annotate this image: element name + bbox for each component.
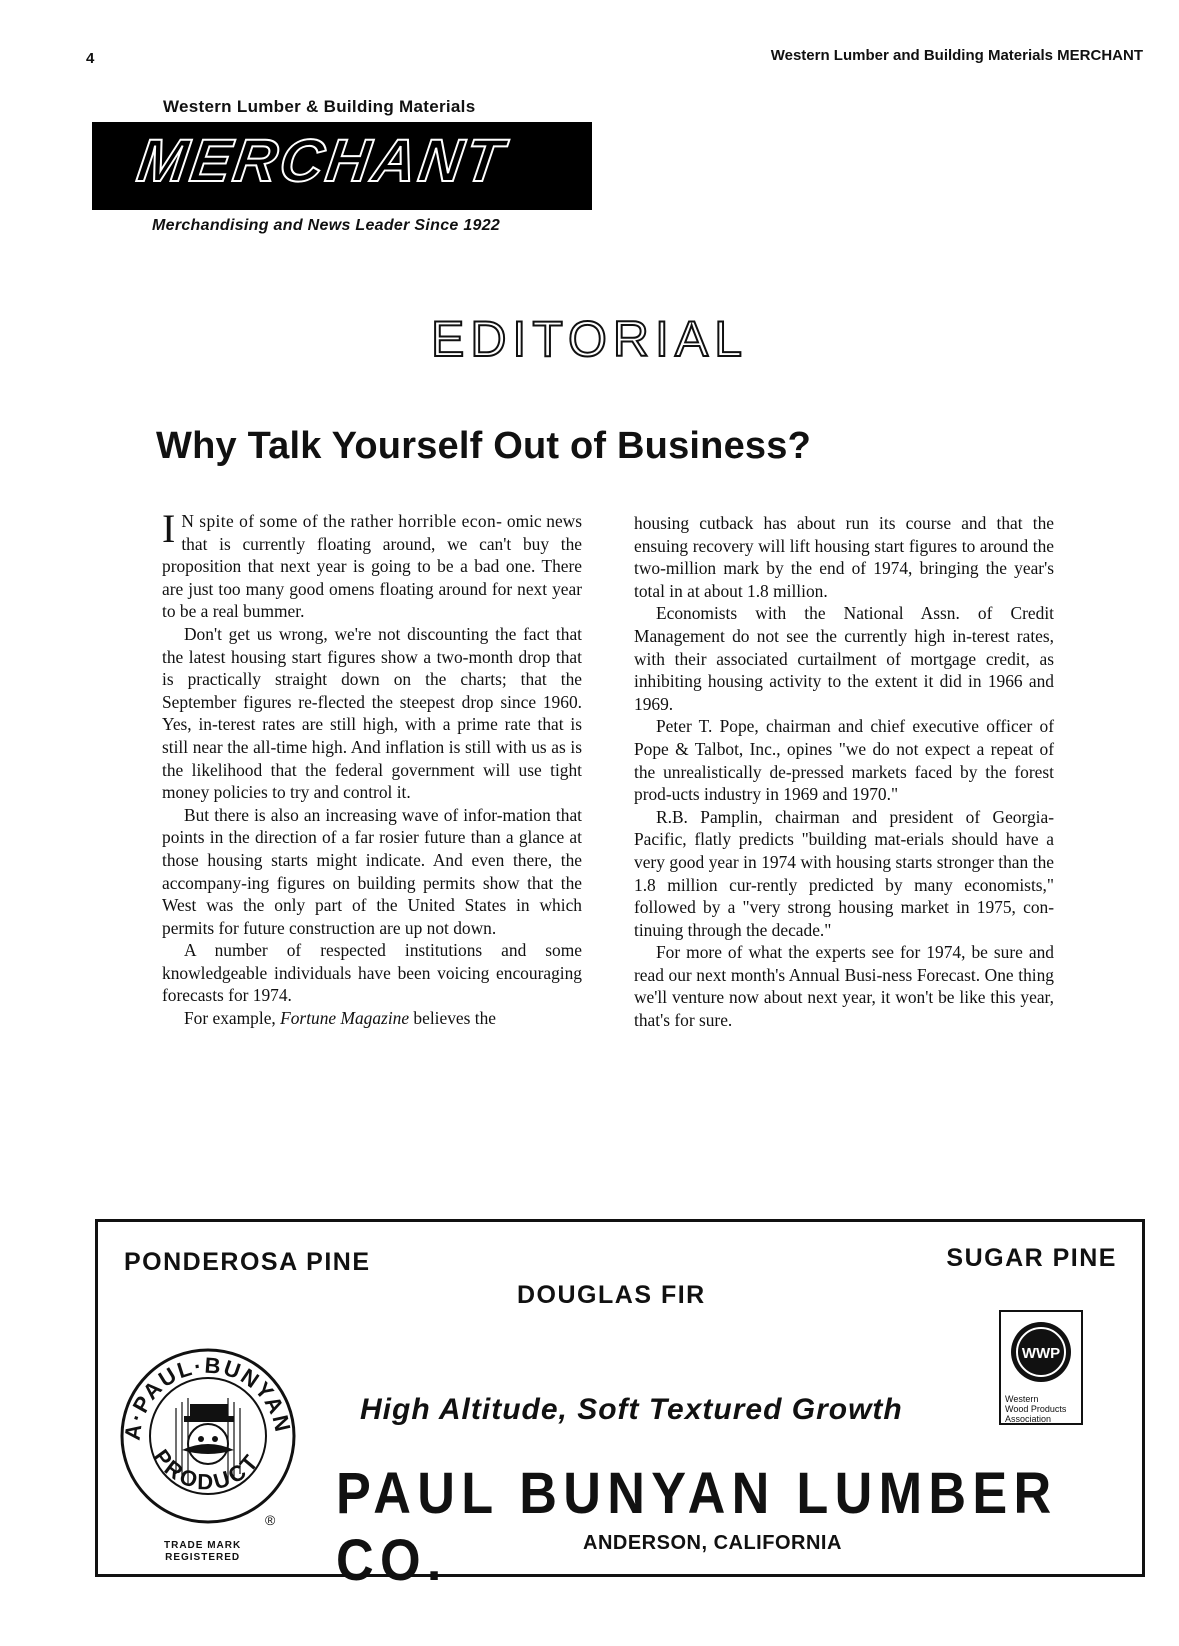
ad-species-right: SUGAR PINE	[946, 1244, 1117, 1272]
paul-bunyan-seal-icon	[118, 1346, 298, 1526]
masthead-logo-bar	[92, 122, 592, 210]
section-heading: EDITORIAL	[430, 311, 749, 367]
article-paragraph: For example, Fortune Magazine believes the	[184, 1008, 496, 1029]
svg-text:PRODUCT: PRODUCT	[148, 1444, 265, 1495]
article-column-left	[162, 506, 582, 1030]
ad-company-name: PAUL BUNYAN LUMBER CO.	[336, 1461, 1058, 1593]
article-paragraph: Don't get us wrong, we're not discounting the fact that the latest housing start figures show a two-month drop that is practically straight down on the charts; that the September figures re-flected the steepest drop since 1960. Yes, in-terest rates are still high, with a prime rate that is still near the all-time high. And inflation is still with us as is the likelihood that the federal government will use tight money policies to try and control it.	[162, 623, 582, 803]
masthead-tagline: Merchandising and News Leader Since 1922	[152, 217, 501, 234]
ad-location: ANDERSON, CALIFORNIA	[583, 1532, 842, 1554]
svg-text:WWP: WWP	[1021, 1345, 1061, 1362]
article-paragraph: R.B. Pamplin, chairman and president of Georgia-Pacific, flatly predicts "building mat-erials should have a very good year in 1974 with housing starts stronger than the 1.8 million cur-rently predicted by many economists," followed by a "very strong housing market in 1975, con-tinuing through the decade."	[634, 806, 1054, 940]
article-paragraph: I N spite of some of the rather horrible econ- omic news that is currently floating around, we can't buy the proposition that next year is going to be a bad one. There are just too many good omens floating around for next year to be a real bummer.	[162, 506, 582, 622]
article-paragraph: For more of what the experts see for 1974, be sure and read our next month's Annual Busi-ness Forecast. One thing we'll venture now about next year, it won't be like this year, that's for sure.	[634, 942, 1054, 1031]
ad-species-center: DOUGLAS FIR	[517, 1281, 706, 1309]
article-paragraph: housing cutback has about run its course and that the ensuing recovery will lift housing start figures to around the two-million mark by the end of 1974, bringing the year's total in at about 1.8 million.	[634, 513, 1054, 601]
ad-species-left: PONDEROSA PINE	[124, 1248, 371, 1276]
article-column-right	[634, 512, 1054, 1032]
wwpa-logo-icon	[1001, 1312, 1081, 1392]
article-paragraph: Peter T. Pope, chairman and chief executive officer of Pope & Talbot, Inc., opines "we do not expect a repeat of the unrealistically de-pressed markets faced by the forest prod-ucts industry in 1969 and 1970."	[634, 716, 1054, 805]
ad-slogan: High Altitude, Soft Textured Growth	[360, 1393, 903, 1426]
registered-mark: ®	[265, 1512, 276, 1528]
masthead-top-line: Western Lumber & Building Materials	[163, 97, 476, 116]
page-number: 4	[86, 50, 95, 67]
article-headline: Why Talk Yourself Out of Business?	[156, 425, 812, 467]
trademark-note: TRADE MARK REGISTERED	[164, 1540, 242, 1563]
wwpa-badge: WWP Western Wood Products Association	[999, 1310, 1083, 1425]
svg-text:A·PAUL·BUNYAN: A·PAUL·BUNYAN	[119, 1352, 296, 1442]
article-paragraph: But there is also an increasing wave of infor-mation that points in the direction of a far rosier future than a glance at those housing starts might indicate. And even there, the accompany-ing figures on building permits show that the West was the only part of the United States in which permits for future construction are up not down.	[162, 804, 582, 938]
article-paragraph: A number of respected institutions and some knowledgeable individuals have been voicing encouraging forecasts for 1974.	[162, 940, 582, 1006]
masthead-logo-word: MERCHANT	[133, 127, 511, 194]
running-header: Western Lumber and Building Materials MERCHANT	[770, 47, 1143, 64]
drop-cap: I	[162, 506, 176, 551]
article-paragraph: Economists with the National Assn. of Credit Management do not see the currently high in-terest rates, with their associated curtailment of mortgage credit, as inhibiting housing activity to the extent it did in 1966 and 1969.	[634, 603, 1054, 714]
